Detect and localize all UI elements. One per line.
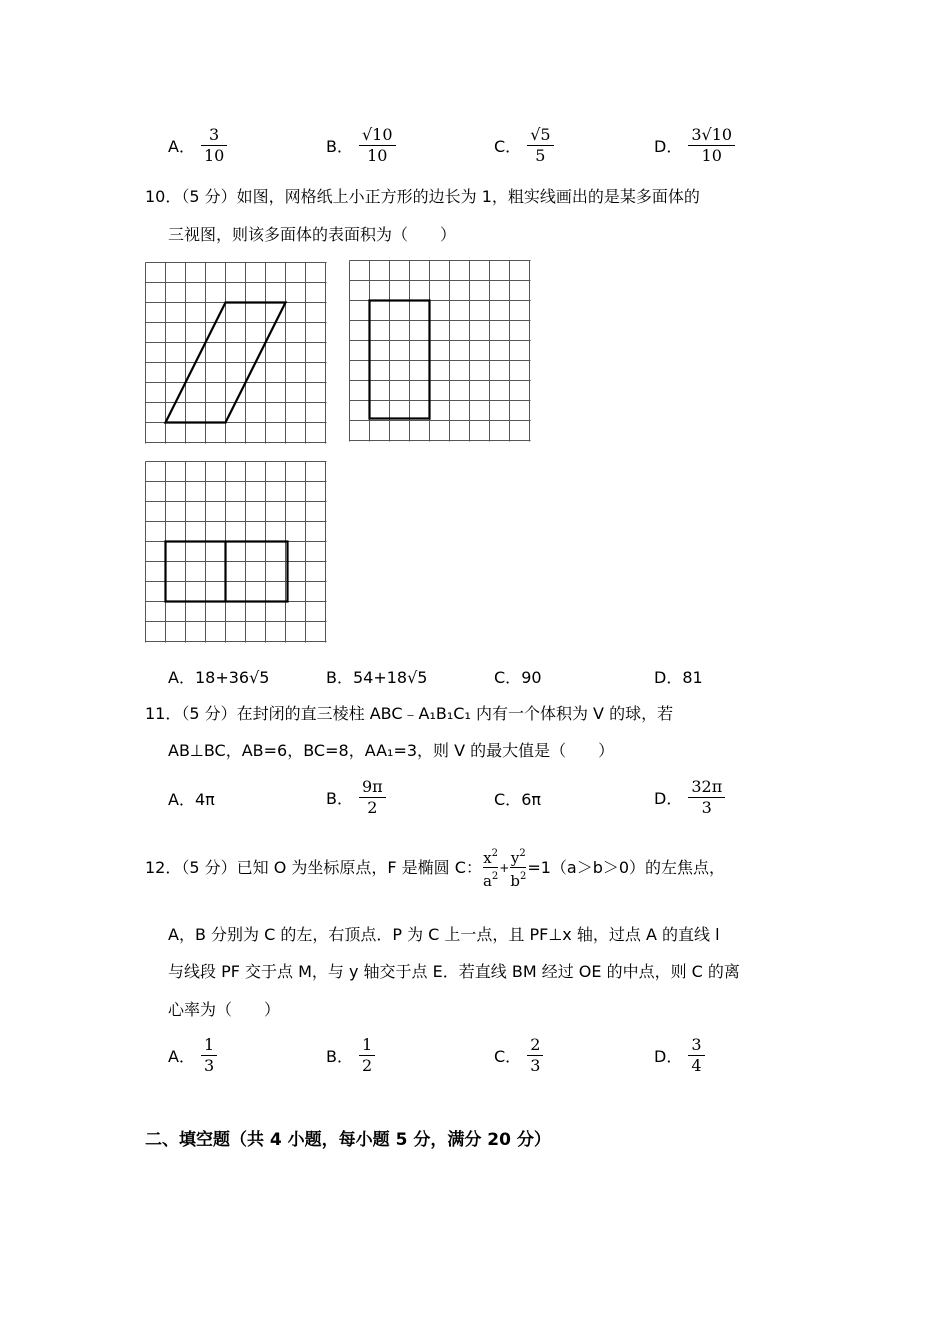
q11-option-b: B． $\frac{9\pi}{2}$ [326,778,386,817]
q12-stem-line1: 12．（5 分）已知 O 为坐标原点，F 是椭圆 C： $\frac{x^2}{a^2}$ + $\frac{y^2}{b^2}$ =1（a＞b＞0）的左焦点， [145,848,726,890]
q10-option-c: C．90 [494,668,542,687]
q12-stem-line2: A，B 分别为 C 的左，右顶点．P 为 C 上一点，且 PF⊥x 轴，过点 A 的直线 l [168,925,720,944]
q11-option-c: C．6π [494,790,541,809]
q9-option-d: D． $\frac{3√10}{10}$ [654,126,735,165]
q11-option-d: D． $\frac{32\pi}{3}$ [654,778,725,817]
ellipse-y-term: $\frac{y^2}{b^2}$ [510,848,527,890]
q9-option-b: B． $\frac{√10}{10}$ [326,126,396,165]
q10-stem-line1: 10．（5 分）如图，网格纸上小正方形的边长为 1，粗实线画出的是某多面体的 [145,187,700,206]
front-view-grid [145,262,327,444]
q12-option-c: C． $\frac{2}{3}$ [494,1036,543,1075]
fraction: $\frac{3}{10}$ [201,126,227,165]
fraction: $\frac{3}{4}$ [688,1036,704,1075]
fraction: $\frac{9\pi}{2}$ [359,778,386,817]
q12-option-b: B． $\frac{1}{2}$ [326,1036,375,1075]
q10-option-d: D．81 [654,668,703,687]
fraction: $\frac{2}{3}$ [527,1036,543,1075]
top-view-grid [145,461,327,643]
section-title: 二、填空题（共 4 小题，每小题 5 分，满分 20 分） [145,1130,551,1150]
q12-option-a: A． $\frac{1}{3}$ [168,1036,217,1075]
fraction: $\frac{3√10}{10}$ [688,126,735,165]
ellipse-x-term: $\frac{x^2}{a^2}$ [482,848,499,890]
fraction: $\frac{32\pi}{3}$ [688,778,725,817]
q12-option-d: D． $\frac{3}{4}$ [654,1036,705,1075]
q10-option-b: B．54+18√5 [326,668,428,687]
q9-option-a: A． $\frac{3}{10}$ [168,126,227,165]
q9-option-c: C． $\frac{√5}{5}$ [494,126,554,165]
side-view-grid [349,260,531,442]
q12-stem-line4: 心率为（ ） [168,1000,281,1019]
q11-stem-line1: 11．（5 分）在封闭的直三棱柱 ABC﹣A₁B₁C₁ 内有一个体积为 V 的球，若 [145,704,674,723]
q11-stem-line2: AB⊥BC，AB=6，BC=8，AA₁=3，则 V 的最大值是（ ） [168,741,615,760]
q10-stem-line2: 三视图，则该多面体的表面积为（ ） [168,225,457,244]
fraction: $\frac{1}{3}$ [201,1036,217,1075]
q12-stem-line3: 与线段 PF 交于点 M，与 y 轴交于点 E．若直线 BM 经过 OE 的中点，则 C 的离 [168,962,740,981]
fraction: $\frac{1}{2}$ [359,1036,375,1075]
q10-option-a: A．18+36√5 [168,668,270,687]
fraction: $\frac{√5}{5}$ [527,126,553,165]
q11-option-a: A．4π [168,790,215,809]
fraction: $\frac{√10}{10}$ [359,126,396,165]
